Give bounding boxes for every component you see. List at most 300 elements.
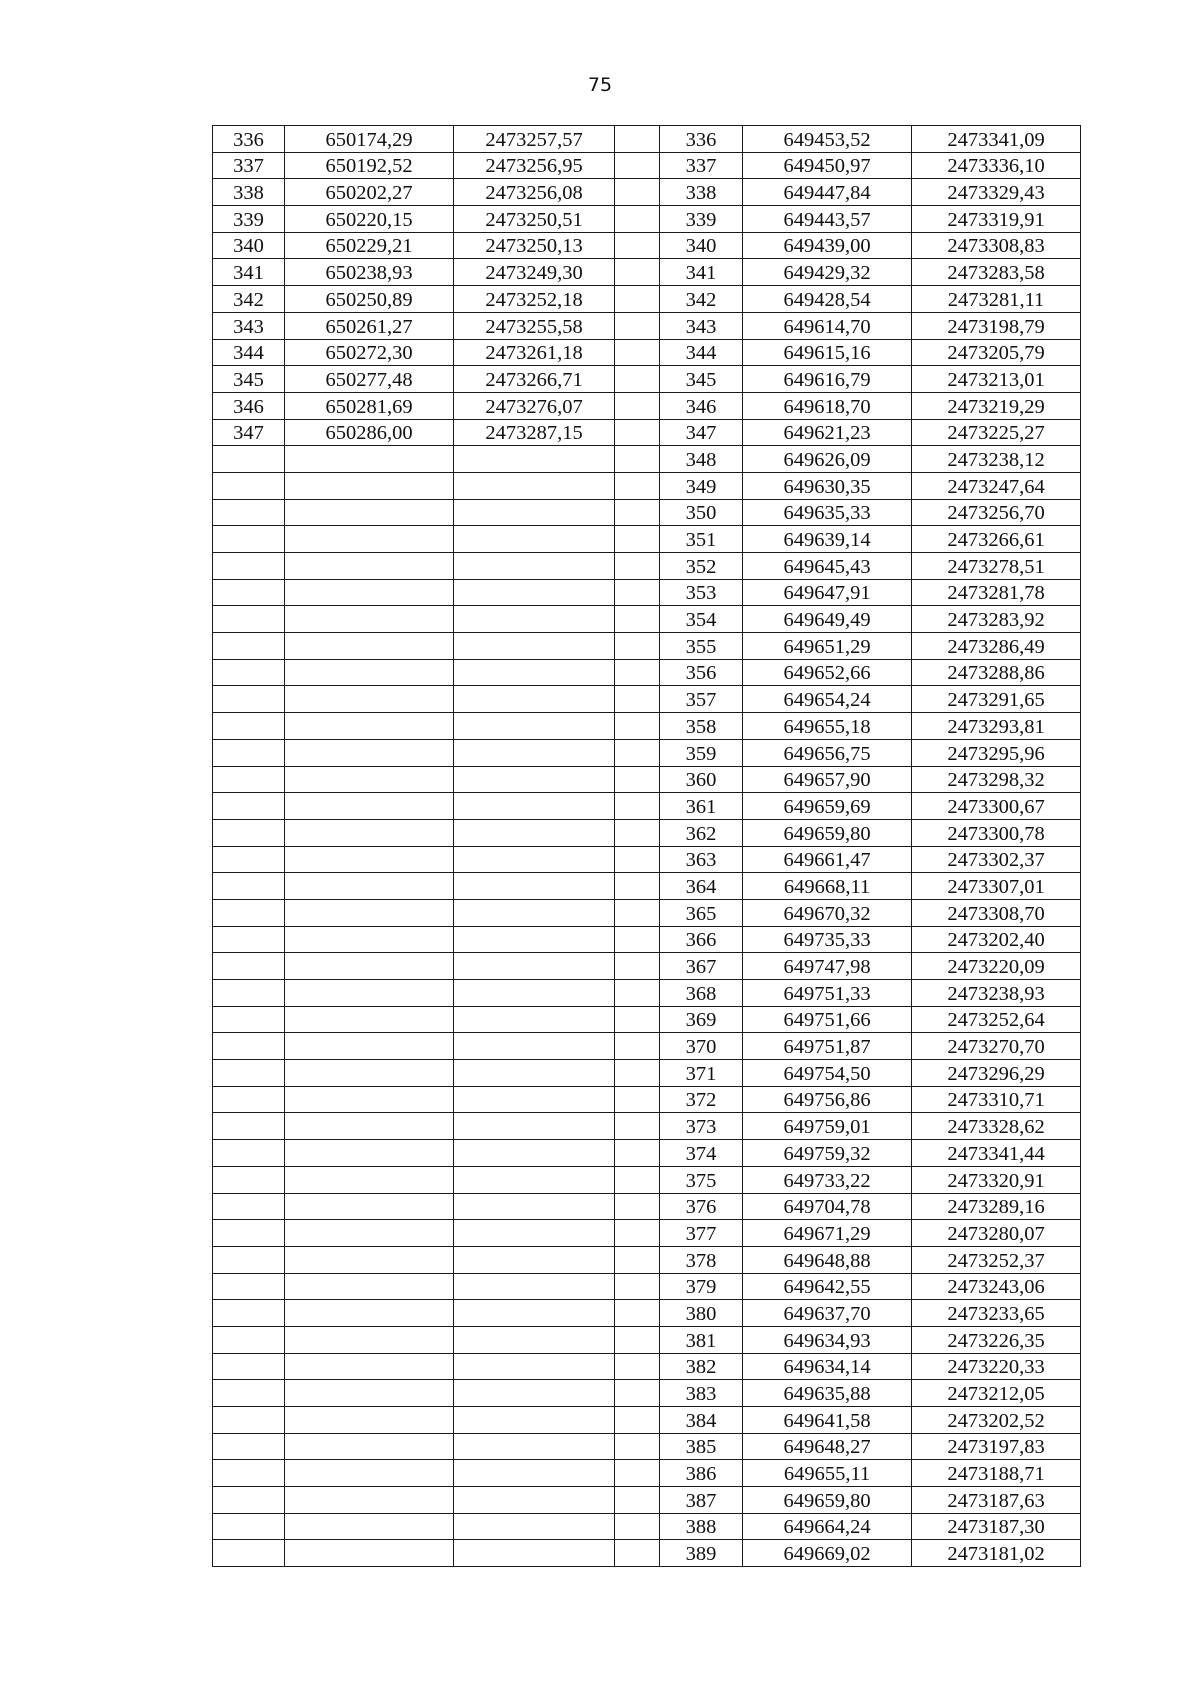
left-x-coordinate-cell (285, 1140, 454, 1167)
right-x-coordinate-cell: 649759,01 (743, 1113, 912, 1140)
right-y-coordinate-cell: 2473288,86 (912, 659, 1081, 686)
separator-cell (615, 1006, 660, 1033)
right-point-number-cell: 346 (660, 392, 743, 419)
left-y-coordinate-cell (454, 1006, 615, 1033)
table-row (213, 1006, 1081, 1033)
right-point-number-cell: 363 (660, 846, 743, 873)
right-point-number-cell: 385 (660, 1433, 743, 1460)
right-point-number-cell: 374 (660, 1140, 743, 1167)
left-point-number-cell (213, 579, 285, 606)
right-x-coordinate-cell: 649635,33 (743, 499, 912, 526)
table-row (213, 1513, 1081, 1540)
left-y-coordinate-cell (454, 633, 615, 660)
right-x-coordinate-cell: 649626,09 (743, 446, 912, 473)
right-point-number-cell: 371 (660, 1060, 743, 1087)
left-x-coordinate-cell (285, 579, 454, 606)
left-x-coordinate-cell (285, 1407, 454, 1434)
separator-cell (615, 1166, 660, 1193)
right-x-coordinate-cell: 649669,02 (743, 1540, 912, 1567)
left-y-coordinate-cell: 2473261,18 (454, 339, 615, 366)
table-row (213, 1353, 1081, 1380)
left-x-coordinate-cell (285, 1033, 454, 1060)
right-x-coordinate-cell: 649756,86 (743, 1086, 912, 1113)
right-y-coordinate-cell: 2473286,49 (912, 633, 1081, 660)
right-y-coordinate-cell: 2473278,51 (912, 553, 1081, 580)
left-x-coordinate-cell: 650220,15 (285, 206, 454, 233)
separator-cell (615, 926, 660, 953)
separator-cell (615, 713, 660, 740)
separator-cell (615, 1140, 660, 1167)
right-point-number-cell: 358 (660, 713, 743, 740)
table-row (213, 1460, 1081, 1487)
right-point-number-cell: 388 (660, 1513, 743, 1540)
left-point-number-cell (213, 953, 285, 980)
left-y-coordinate-cell (454, 1113, 615, 1140)
left-y-coordinate-cell (454, 579, 615, 606)
right-y-coordinate-cell: 2473281,78 (912, 579, 1081, 606)
left-y-coordinate-cell (454, 526, 615, 553)
left-point-number-cell (213, 1460, 285, 1487)
left-y-coordinate-cell (454, 1353, 615, 1380)
left-point-number-cell (213, 499, 285, 526)
right-y-coordinate-cell: 2473320,91 (912, 1166, 1081, 1193)
left-point-number-cell (213, 1540, 285, 1567)
right-x-coordinate-cell: 649649,49 (743, 606, 912, 633)
left-y-coordinate-cell (454, 1300, 615, 1327)
left-y-coordinate-cell (454, 873, 615, 900)
left-y-coordinate-cell (454, 606, 615, 633)
left-point-number-cell (213, 766, 285, 793)
left-y-coordinate-cell: 2473287,15 (454, 419, 615, 446)
left-point-number-cell (213, 472, 285, 499)
left-point-number-cell (213, 1273, 285, 1300)
table-row (213, 499, 1081, 526)
right-point-number-cell: 384 (660, 1407, 743, 1434)
right-x-coordinate-cell: 649659,80 (743, 819, 912, 846)
right-y-coordinate-cell: 2473256,70 (912, 499, 1081, 526)
right-point-number-cell: 383 (660, 1380, 743, 1407)
left-point-number-cell (213, 980, 285, 1007)
table-row (213, 579, 1081, 606)
left-y-coordinate-cell (454, 1193, 615, 1220)
separator-cell (615, 1220, 660, 1247)
right-point-number-cell: 338 (660, 179, 743, 206)
left-x-coordinate-cell (285, 1273, 454, 1300)
separator-cell (615, 312, 660, 339)
right-point-number-cell: 381 (660, 1326, 743, 1353)
right-x-coordinate-cell: 649630,35 (743, 472, 912, 499)
separator-cell (615, 873, 660, 900)
right-x-coordinate-cell: 649645,43 (743, 553, 912, 580)
separator-cell (615, 766, 660, 793)
separator-cell (615, 126, 660, 153)
left-y-coordinate-cell (454, 446, 615, 473)
right-x-coordinate-cell: 649450,97 (743, 152, 912, 179)
right-y-coordinate-cell: 2473212,05 (912, 1380, 1081, 1407)
right-point-number-cell: 382 (660, 1353, 743, 1380)
right-y-coordinate-cell: 2473219,29 (912, 392, 1081, 419)
left-x-coordinate-cell: 650272,30 (285, 339, 454, 366)
right-x-coordinate-cell: 649614,70 (743, 312, 912, 339)
left-y-coordinate-cell: 2473250,51 (454, 206, 615, 233)
right-x-coordinate-cell: 649668,11 (743, 873, 912, 900)
left-point-number-cell (213, 1060, 285, 1087)
left-y-coordinate-cell (454, 793, 615, 820)
separator-cell (615, 846, 660, 873)
separator-cell (615, 1193, 660, 1220)
left-point-number-cell (213, 1113, 285, 1140)
table-row (213, 846, 1081, 873)
left-x-coordinate-cell (285, 1540, 454, 1567)
left-x-coordinate-cell (285, 980, 454, 1007)
separator-cell (615, 1113, 660, 1140)
separator-cell (615, 1353, 660, 1380)
table-row (213, 366, 1081, 393)
left-point-number-cell (213, 873, 285, 900)
right-point-number-cell: 350 (660, 499, 743, 526)
table-row (213, 659, 1081, 686)
right-y-coordinate-cell: 2473296,29 (912, 1060, 1081, 1087)
right-y-coordinate-cell: 2473300,67 (912, 793, 1081, 820)
left-x-coordinate-cell (285, 846, 454, 873)
right-x-coordinate-cell: 649659,80 (743, 1487, 912, 1514)
left-y-coordinate-cell (454, 1060, 615, 1087)
right-x-coordinate-cell: 649637,70 (743, 1300, 912, 1327)
left-y-coordinate-cell: 2473257,57 (454, 126, 615, 153)
left-y-coordinate-cell (454, 1273, 615, 1300)
table-row (213, 873, 1081, 900)
left-x-coordinate-cell (285, 1006, 454, 1033)
table-row (213, 446, 1081, 473)
left-y-coordinate-cell (454, 1033, 615, 1060)
right-point-number-cell: 361 (660, 793, 743, 820)
right-x-coordinate-cell: 649751,66 (743, 1006, 912, 1033)
left-point-number-cell: 339 (213, 206, 285, 233)
left-y-coordinate-cell (454, 1433, 615, 1460)
left-y-coordinate-cell (454, 472, 615, 499)
left-x-coordinate-cell: 650281,69 (285, 392, 454, 419)
left-point-number-cell (213, 1300, 285, 1327)
right-x-coordinate-cell: 649616,79 (743, 366, 912, 393)
left-x-coordinate-cell (285, 739, 454, 766)
right-y-coordinate-cell: 2473243,06 (912, 1273, 1081, 1300)
right-point-number-cell: 365 (660, 899, 743, 926)
table-row (213, 819, 1081, 846)
separator-cell (615, 819, 660, 846)
left-point-number-cell (213, 713, 285, 740)
right-y-coordinate-cell: 2473298,32 (912, 766, 1081, 793)
separator-cell (615, 339, 660, 366)
left-y-coordinate-cell: 2473250,13 (454, 232, 615, 259)
left-point-number-cell (213, 1166, 285, 1193)
right-point-number-cell: 389 (660, 1540, 743, 1567)
left-x-coordinate-cell (285, 633, 454, 660)
table-row (213, 926, 1081, 953)
right-x-coordinate-cell: 649647,91 (743, 579, 912, 606)
right-y-coordinate-cell: 2473319,91 (912, 206, 1081, 233)
left-point-number-cell (213, 659, 285, 686)
right-y-coordinate-cell: 2473308,83 (912, 232, 1081, 259)
left-x-coordinate-cell (285, 1460, 454, 1487)
right-point-number-cell: 368 (660, 980, 743, 1007)
right-x-coordinate-cell: 649671,29 (743, 1220, 912, 1247)
left-y-coordinate-cell: 2473256,95 (454, 152, 615, 179)
right-x-coordinate-cell: 649639,14 (743, 526, 912, 553)
right-y-coordinate-cell: 2473283,92 (912, 606, 1081, 633)
left-y-coordinate-cell (454, 819, 615, 846)
separator-cell (615, 1033, 660, 1060)
separator-cell (615, 739, 660, 766)
table-row (213, 899, 1081, 926)
left-point-number-cell (213, 1193, 285, 1220)
left-x-coordinate-cell (285, 553, 454, 580)
left-y-coordinate-cell (454, 953, 615, 980)
table-row (213, 953, 1081, 980)
right-y-coordinate-cell: 2473293,81 (912, 713, 1081, 740)
separator-cell (615, 579, 660, 606)
left-point-number-cell (213, 793, 285, 820)
right-y-coordinate-cell: 2473187,30 (912, 1513, 1081, 1540)
right-point-number-cell: 378 (660, 1246, 743, 1273)
separator-cell (615, 686, 660, 713)
separator-cell (615, 1273, 660, 1300)
right-y-coordinate-cell: 2473187,63 (912, 1487, 1081, 1514)
left-x-coordinate-cell: 650238,93 (285, 259, 454, 286)
right-x-coordinate-cell: 649615,16 (743, 339, 912, 366)
table-row (213, 1433, 1081, 1460)
left-y-coordinate-cell: 2473276,07 (454, 392, 615, 419)
right-point-number-cell: 354 (660, 606, 743, 633)
table-row (213, 526, 1081, 553)
right-point-number-cell: 380 (660, 1300, 743, 1327)
left-x-coordinate-cell (285, 1380, 454, 1407)
right-point-number-cell: 375 (660, 1166, 743, 1193)
table-row (213, 980, 1081, 1007)
left-x-coordinate-cell: 650174,29 (285, 126, 454, 153)
right-x-coordinate-cell: 649447,84 (743, 179, 912, 206)
left-point-number-cell (213, 1487, 285, 1514)
separator-cell (615, 1380, 660, 1407)
left-y-coordinate-cell (454, 1246, 615, 1273)
right-x-coordinate-cell: 649654,24 (743, 686, 912, 713)
right-y-coordinate-cell: 2473252,64 (912, 1006, 1081, 1033)
separator-cell (615, 499, 660, 526)
table-row (213, 739, 1081, 766)
left-point-number-cell: 343 (213, 312, 285, 339)
separator-cell (615, 286, 660, 313)
table-row (213, 1380, 1081, 1407)
table-row (213, 1033, 1081, 1060)
right-y-coordinate-cell: 2473188,71 (912, 1460, 1081, 1487)
right-point-number-cell: 349 (660, 472, 743, 499)
right-x-coordinate-cell: 649655,18 (743, 713, 912, 740)
right-y-coordinate-cell: 2473291,65 (912, 686, 1081, 713)
table-row (213, 1140, 1081, 1167)
right-x-coordinate-cell: 649634,14 (743, 1353, 912, 1380)
table-row (213, 206, 1081, 233)
right-point-number-cell: 373 (660, 1113, 743, 1140)
right-y-coordinate-cell: 2473341,09 (912, 126, 1081, 153)
left-point-number-cell (213, 846, 285, 873)
left-y-coordinate-cell (454, 1407, 615, 1434)
table-row (213, 152, 1081, 179)
left-point-number-cell: 347 (213, 419, 285, 446)
right-x-coordinate-cell: 649634,93 (743, 1326, 912, 1353)
right-x-coordinate-cell: 649621,23 (743, 419, 912, 446)
left-x-coordinate-cell (285, 1433, 454, 1460)
left-x-coordinate-cell (285, 1166, 454, 1193)
left-point-number-cell: 345 (213, 366, 285, 393)
left-x-coordinate-cell (285, 766, 454, 793)
left-x-coordinate-cell (285, 1246, 454, 1273)
left-y-coordinate-cell (454, 686, 615, 713)
left-y-coordinate-cell: 2473252,18 (454, 286, 615, 313)
right-y-coordinate-cell: 2473280,07 (912, 1220, 1081, 1247)
left-y-coordinate-cell (454, 1540, 615, 1567)
right-point-number-cell: 386 (660, 1460, 743, 1487)
right-y-coordinate-cell: 2473220,33 (912, 1353, 1081, 1380)
separator-cell (615, 232, 660, 259)
table-row (213, 1273, 1081, 1300)
left-point-number-cell (213, 1220, 285, 1247)
right-y-coordinate-cell: 2473220,09 (912, 953, 1081, 980)
left-x-coordinate-cell (285, 1513, 454, 1540)
left-x-coordinate-cell (285, 1086, 454, 1113)
right-point-number-cell: 342 (660, 286, 743, 313)
coordinates-table (212, 125, 1081, 1567)
right-x-coordinate-cell: 649733,22 (743, 1166, 912, 1193)
table-row (213, 686, 1081, 713)
left-y-coordinate-cell (454, 659, 615, 686)
separator-cell (615, 659, 660, 686)
right-x-coordinate-cell: 649618,70 (743, 392, 912, 419)
right-point-number-cell: 336 (660, 126, 743, 153)
left-y-coordinate-cell (454, 1166, 615, 1193)
table-row (213, 793, 1081, 820)
right-x-coordinate-cell: 649657,90 (743, 766, 912, 793)
separator-cell (615, 259, 660, 286)
table-row (213, 606, 1081, 633)
separator-cell (615, 1433, 660, 1460)
left-y-coordinate-cell (454, 1326, 615, 1353)
right-x-coordinate-cell: 649428,54 (743, 286, 912, 313)
right-point-number-cell: 337 (660, 152, 743, 179)
left-point-number-cell (213, 1033, 285, 1060)
right-x-coordinate-cell: 649429,32 (743, 259, 912, 286)
left-point-number-cell (213, 1433, 285, 1460)
right-point-number-cell: 366 (660, 926, 743, 953)
table-row (213, 1246, 1081, 1273)
table-row (213, 419, 1081, 446)
table-row (213, 179, 1081, 206)
left-point-number-cell (213, 633, 285, 660)
right-point-number-cell: 347 (660, 419, 743, 446)
right-y-coordinate-cell: 2473266,61 (912, 526, 1081, 553)
right-y-coordinate-cell: 2473225,27 (912, 419, 1081, 446)
right-y-coordinate-cell: 2473197,83 (912, 1433, 1081, 1460)
left-x-coordinate-cell (285, 1060, 454, 1087)
separator-cell (615, 419, 660, 446)
separator-cell (615, 179, 660, 206)
right-y-coordinate-cell: 2473226,35 (912, 1326, 1081, 1353)
left-point-number-cell (213, 926, 285, 953)
right-point-number-cell: 357 (660, 686, 743, 713)
separator-cell (615, 793, 660, 820)
left-point-number-cell (213, 1353, 285, 1380)
right-x-coordinate-cell: 649439,00 (743, 232, 912, 259)
left-point-number-cell: 344 (213, 339, 285, 366)
right-y-coordinate-cell: 2473247,64 (912, 472, 1081, 499)
table-row (213, 1326, 1081, 1353)
left-x-coordinate-cell (285, 873, 454, 900)
right-x-coordinate-cell: 649735,33 (743, 926, 912, 953)
left-point-number-cell (213, 1326, 285, 1353)
left-x-coordinate-cell (285, 1326, 454, 1353)
separator-cell (615, 1513, 660, 1540)
right-x-coordinate-cell: 649656,75 (743, 739, 912, 766)
right-x-coordinate-cell: 649443,57 (743, 206, 912, 233)
right-y-coordinate-cell: 2473281,11 (912, 286, 1081, 313)
left-y-coordinate-cell: 2473255,58 (454, 312, 615, 339)
left-point-number-cell (213, 739, 285, 766)
right-point-number-cell: 345 (660, 366, 743, 393)
left-x-coordinate-cell (285, 1220, 454, 1247)
table-row (213, 1540, 1081, 1567)
right-point-number-cell: 372 (660, 1086, 743, 1113)
right-y-coordinate-cell: 2473202,40 (912, 926, 1081, 953)
separator-cell (615, 472, 660, 499)
right-x-coordinate-cell: 649747,98 (743, 953, 912, 980)
right-y-coordinate-cell: 2473205,79 (912, 339, 1081, 366)
left-point-number-cell (213, 1513, 285, 1540)
right-y-coordinate-cell: 2473238,12 (912, 446, 1081, 473)
right-x-coordinate-cell: 649655,11 (743, 1460, 912, 1487)
right-y-coordinate-cell: 2473213,01 (912, 366, 1081, 393)
right-point-number-cell: 376 (660, 1193, 743, 1220)
left-y-coordinate-cell (454, 553, 615, 580)
left-point-number-cell: 342 (213, 286, 285, 313)
right-x-coordinate-cell: 649661,47 (743, 846, 912, 873)
table-row (213, 232, 1081, 259)
table-row (213, 713, 1081, 740)
left-y-coordinate-cell (454, 713, 615, 740)
separator-cell (615, 1060, 660, 1087)
right-point-number-cell: 340 (660, 232, 743, 259)
table-row (213, 1193, 1081, 1220)
table-row (213, 1060, 1081, 1087)
table-row (213, 312, 1081, 339)
right-point-number-cell: 344 (660, 339, 743, 366)
right-x-coordinate-cell: 649751,33 (743, 980, 912, 1007)
left-point-number-cell: 337 (213, 152, 285, 179)
table-row (213, 1166, 1081, 1193)
left-point-number-cell (213, 899, 285, 926)
right-y-coordinate-cell: 2473302,37 (912, 846, 1081, 873)
left-x-coordinate-cell: 650277,48 (285, 366, 454, 393)
left-point-number-cell: 340 (213, 232, 285, 259)
left-y-coordinate-cell (454, 926, 615, 953)
right-point-number-cell: 352 (660, 553, 743, 580)
separator-cell (615, 366, 660, 393)
left-x-coordinate-cell (285, 499, 454, 526)
right-y-coordinate-cell: 2473283,58 (912, 259, 1081, 286)
left-point-number-cell (213, 606, 285, 633)
right-point-number-cell: 377 (660, 1220, 743, 1247)
right-x-coordinate-cell: 649648,88 (743, 1246, 912, 1273)
right-y-coordinate-cell: 2473310,71 (912, 1086, 1081, 1113)
right-x-coordinate-cell: 649453,52 (743, 126, 912, 153)
table-row (213, 1220, 1081, 1247)
